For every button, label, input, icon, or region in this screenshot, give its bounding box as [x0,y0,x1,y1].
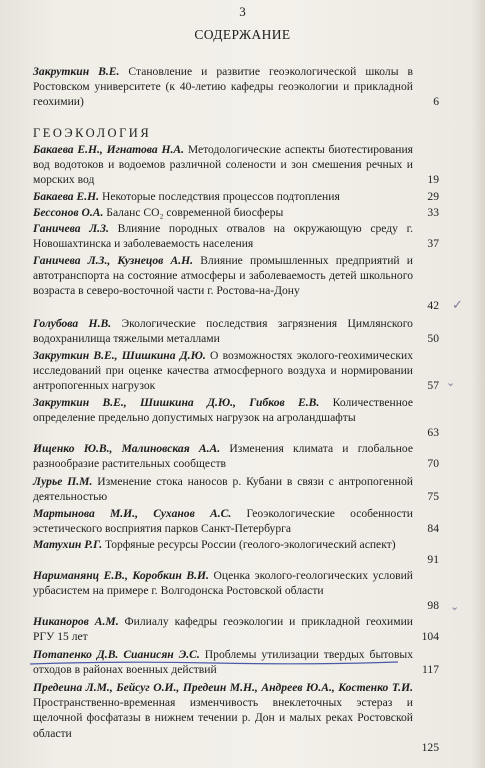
toc-entry[interactable] [33,395,439,439]
toc-entry[interactable] [33,474,439,504]
entry-page-number: 70 [427,457,439,470]
entry-author: Закруткин В.Е., Шишкина Д.Ю., Гибков Е.В. [33,396,320,409]
entry-title: Изменение стока наносов р. Кубани в связи с антропогенной деятельностью [33,475,413,504]
entry-title: Изменения климата и глобальное разнообразие растительных сообществ [33,442,413,471]
entry-page-number: 91 [427,553,439,566]
entry-title: Влияние породных отвалов на окружающую среду г. Новошахтинска и заболеваемость населения [33,222,413,251]
entry-page-number: 63 [427,426,439,439]
entry-page-number: 37 [427,237,439,250]
entry-title: Проблемы утилизации твердых бытовых отходов в районах военных действий [33,648,413,677]
toc-entry[interactable] [33,348,439,394]
entry-author: Бессонов О.А. [33,206,104,219]
entry-page-number: 75 [427,490,439,503]
entry-page-number: 6 [433,95,439,108]
toc-entry[interactable] [33,205,439,220]
entry-author: Никаноров А.М. [33,615,119,628]
entry-author: Предеина Л.М., Бейсуг О.И., Предеин М.Н., Андреев Ю.А., Костенко Т.И. [33,681,413,694]
entry-page-number: 50 [427,332,439,345]
toc-entry[interactable] [33,614,439,644]
entry-title: Филиалу кафедры геоэкологии и прикладной геохимии РГУ 15 лет [33,615,413,644]
toc-entry[interactable] [33,680,439,754]
entry-author: Мартынова М.И., Суханов А.С. [33,507,232,520]
toc-entry[interactable] [33,441,439,471]
toc-entry[interactable] [33,142,439,188]
entry-title: Баланс CO₂ современной биосферы [106,206,284,219]
toc-entry[interactable] [33,537,439,566]
toc-entry[interactable] [33,221,439,251]
toc-entry[interactable] [33,316,439,346]
entry-author: Бакаева Е.Н., Игнатова Н.А. [33,143,185,156]
entry-page-number: 33 [427,206,439,219]
entry-page-number: 104 [421,630,439,643]
toc-entry[interactable] [33,64,439,110]
entry-title: Влияние промышленных предприятий и автотранспорта на состояние атмосферы и заболеваемость детей школьного возраста в северо-восточной части г. Ростова-на-Дону [33,254,413,298]
entry-author: Ищенко Ю.В., Малиновская А.А. [33,442,221,455]
entry-title: Количественное определение предельно допустимых нагрузок на агроландшафты [33,396,413,425]
entry-author: Закруткин В.Е. [33,65,120,78]
entry-title: Пространственно-временная изменчивость внеклеточных эстераз и щелочной фосфатазы в нижнем течении р. Дон и малых реках Ростовской области [33,696,413,740]
toc-entry[interactable] [33,189,439,204]
checkmark-icon: ✓ [452,298,463,313]
entry-author: Бакаева Е.Н. [33,190,100,203]
entry-page-number: 19 [427,173,439,186]
page-edge-shadow [471,0,485,768]
toc-entry[interactable] [33,253,439,312]
entry-author: Закруткин В.Е., Шишкина Д.Ю. [33,349,206,362]
entry-page-number: 98 [427,599,439,612]
entry-title: Торфяные ресурсы России (геолого-экологический аспект) [105,538,396,551]
entry-page-number: 57 [427,379,439,392]
entry-page-number: 29 [427,190,439,203]
entry-author: Лурье П.М. [33,475,93,488]
entry-title: Экологические последствия загрязнения Цимлянского водохранилища тяжелыми металлами [33,317,413,346]
entry-title: Методологические аспекты биотестирования вод водотоков и водоемов различной солености и зон смешения речных и морских вод [33,143,413,187]
entry-title: Оценка эколого-геологических условий урбасистем на примере г. Волгодонска Ростовской области [33,569,413,598]
entry-title: Становление и развитие геоэкологической школы в Ростовском университете (к 40-летию кафедры геоэкологии и прикладной геохимии) [33,65,413,109]
entry-page-number: 84 [427,522,439,535]
entry-author: Ганичева Л.З., Кузнецов А.Н. [33,254,194,267]
entry-page-number: 125 [421,741,439,754]
toc-entry[interactable] [33,506,439,536]
entry-author: Ганичева Л.З. [33,222,109,235]
entry-author: Нариманянц Е.В., Коробкин В.И. [33,569,209,582]
entry-page-number: 42 [427,299,439,312]
section-heading: ГЕОЭКОЛОГИЯ [33,126,152,140]
entry-title: О возможностях эколого-геохимических исследований при оценке качества атмосферного воздуха и нормировании антропогенных нагрузок [33,349,413,393]
page-title: СОДЕРЖАНИЕ [194,27,291,42]
page-number: 3 [239,4,246,19]
toc-entry[interactable] [33,568,439,612]
entry-title: Геоэкологические особенности эстетического восприятия парков Санкт-Петербурга [33,507,413,536]
pen-underline-mark [28,660,400,666]
entry-author: Матухин Р.Г. [33,538,103,551]
entry-author: Потапенко Д.В. Сианисян Э.С. [33,648,200,661]
entry-title: Некоторые последствия процессов подтопления [101,190,340,203]
checkmark-icon: ⌄ [446,376,456,389]
checkmark-icon: ⌄ [450,600,460,613]
entry-author: Голубова Н.В. [33,317,112,330]
entry-page-number: 117 [422,663,439,676]
